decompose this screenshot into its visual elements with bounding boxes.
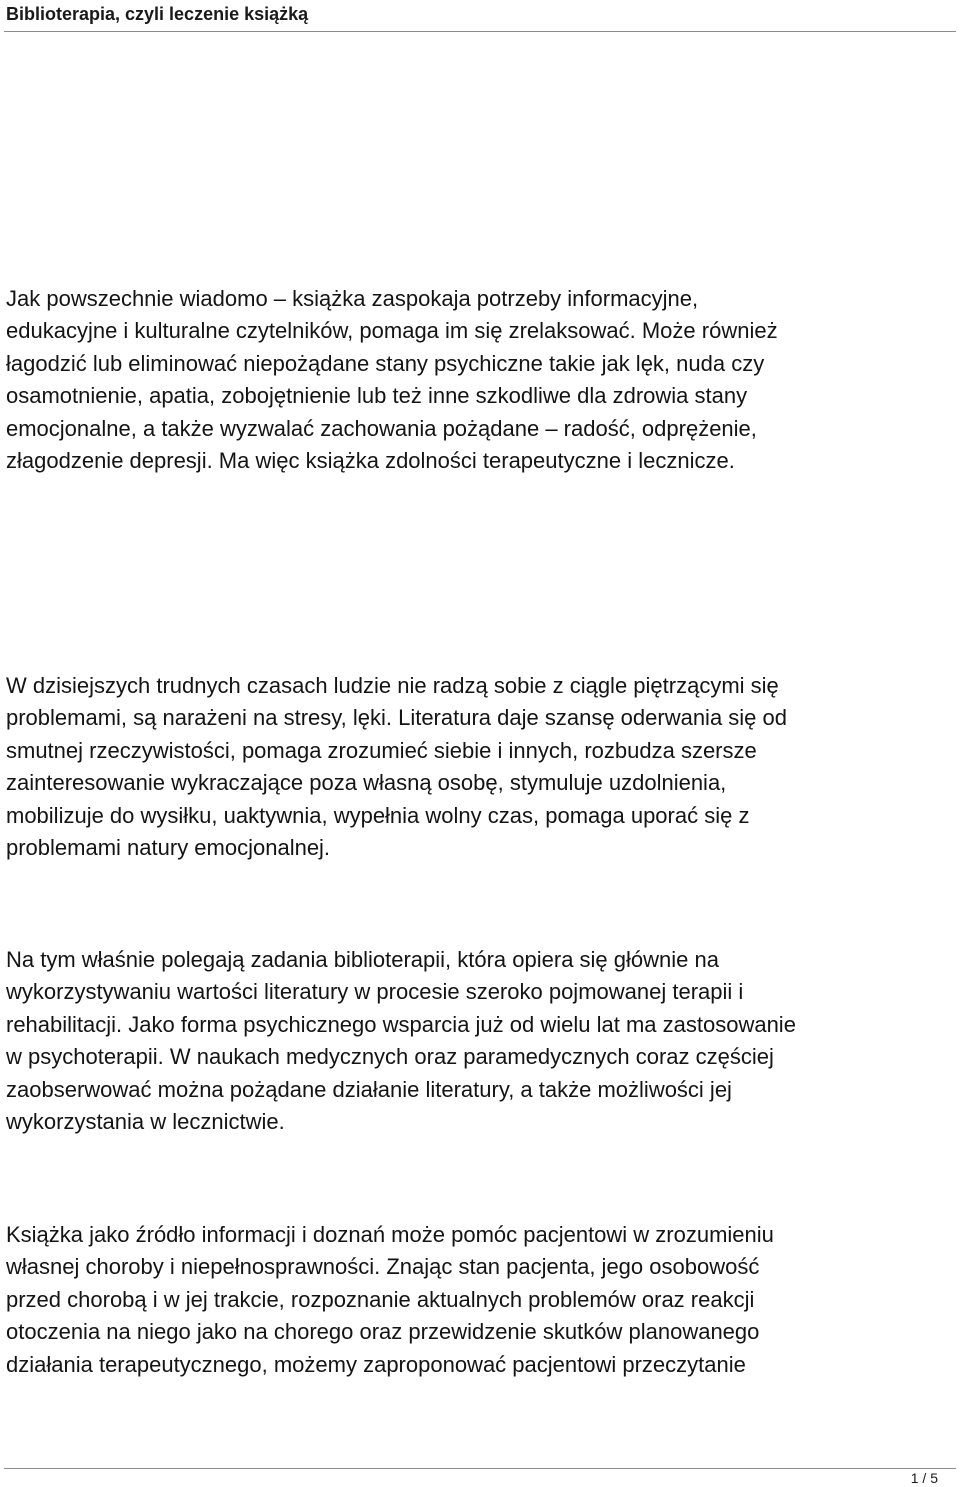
paragraph-2: W dzisiejszych trudnych czasach ludzie nie radzą sobie z ciągle piętrzącymi się problemami, są narażeni na stresy, lęki. Literatura daje szansę oderwania się od smutnej rzeczywistości, pomaga zrozumieć siebie i innych, rozbudza szersze zainteresowanie wykraczające poza własną osobę, stymuluje uzdolnienia, mobilizuje do wysiłku, uaktywnia, wypełnia wolny czas, pomaga uporać się z problemami natury emocjonalnej.: [6, 673, 787, 861]
paragraph-3: Na tym właśnie polegają zadania biblioterapii, która opiera się głównie na wykorzystywaniu wartości literatury w procesie szeroko pojmowanej terapii i rehabilitacji. Jako forma psychicznego wsparcia już od wielu lat ma zastosowanie w psychoterapii. W naukach medycznych oraz paramedycznych coraz częściej zaobserwować można pożądane działanie literatury, a także możliwości jej wykorzystania w lecznictwie.: [6, 947, 796, 1135]
page-number: 1 / 5: [910, 1470, 938, 1486]
paragraph-4: Książka jako źródło informacji i doznań może pomóc pacjentowi w zrozumieniu własnej choroby i niepełnosprawności. Znając stan pacjenta, jego osobowość przed chorobą i w jej trakcie, rozpoznanie aktualnych problemów oraz reakcji otoczenia na niego jako na chorego oraz przewidzenie skutków planowanego działania terapeutycznego, możemy zaproponować pacjentowi przeczytanie: [6, 1222, 774, 1377]
header-divider: [4, 31, 956, 32]
footer-divider: [4, 1468, 956, 1469]
page-header-title: Biblioterapia, czyli leczenie książką: [6, 4, 309, 24]
paragraph-1: Jak powszechnie wiadomo – książka zaspokaja potrzeby informacyjne, edukacyjne i kulturalne czytelników, pomaga im się zrelaksować. Może również łagodzić lub eliminować niepożądane stany psychiczne takie jak lęk, nuda czy osamotnienie, apatia, zobojętnienie lub też inne szkodliwe dla zdrowia stany emocjonalne, a także wyzwalać zachowania pożądane – radość, odprężenie, złagodzenie depresji. Ma więc książka zdolności terapeutyczne i lecznicze.: [6, 286, 778, 474]
